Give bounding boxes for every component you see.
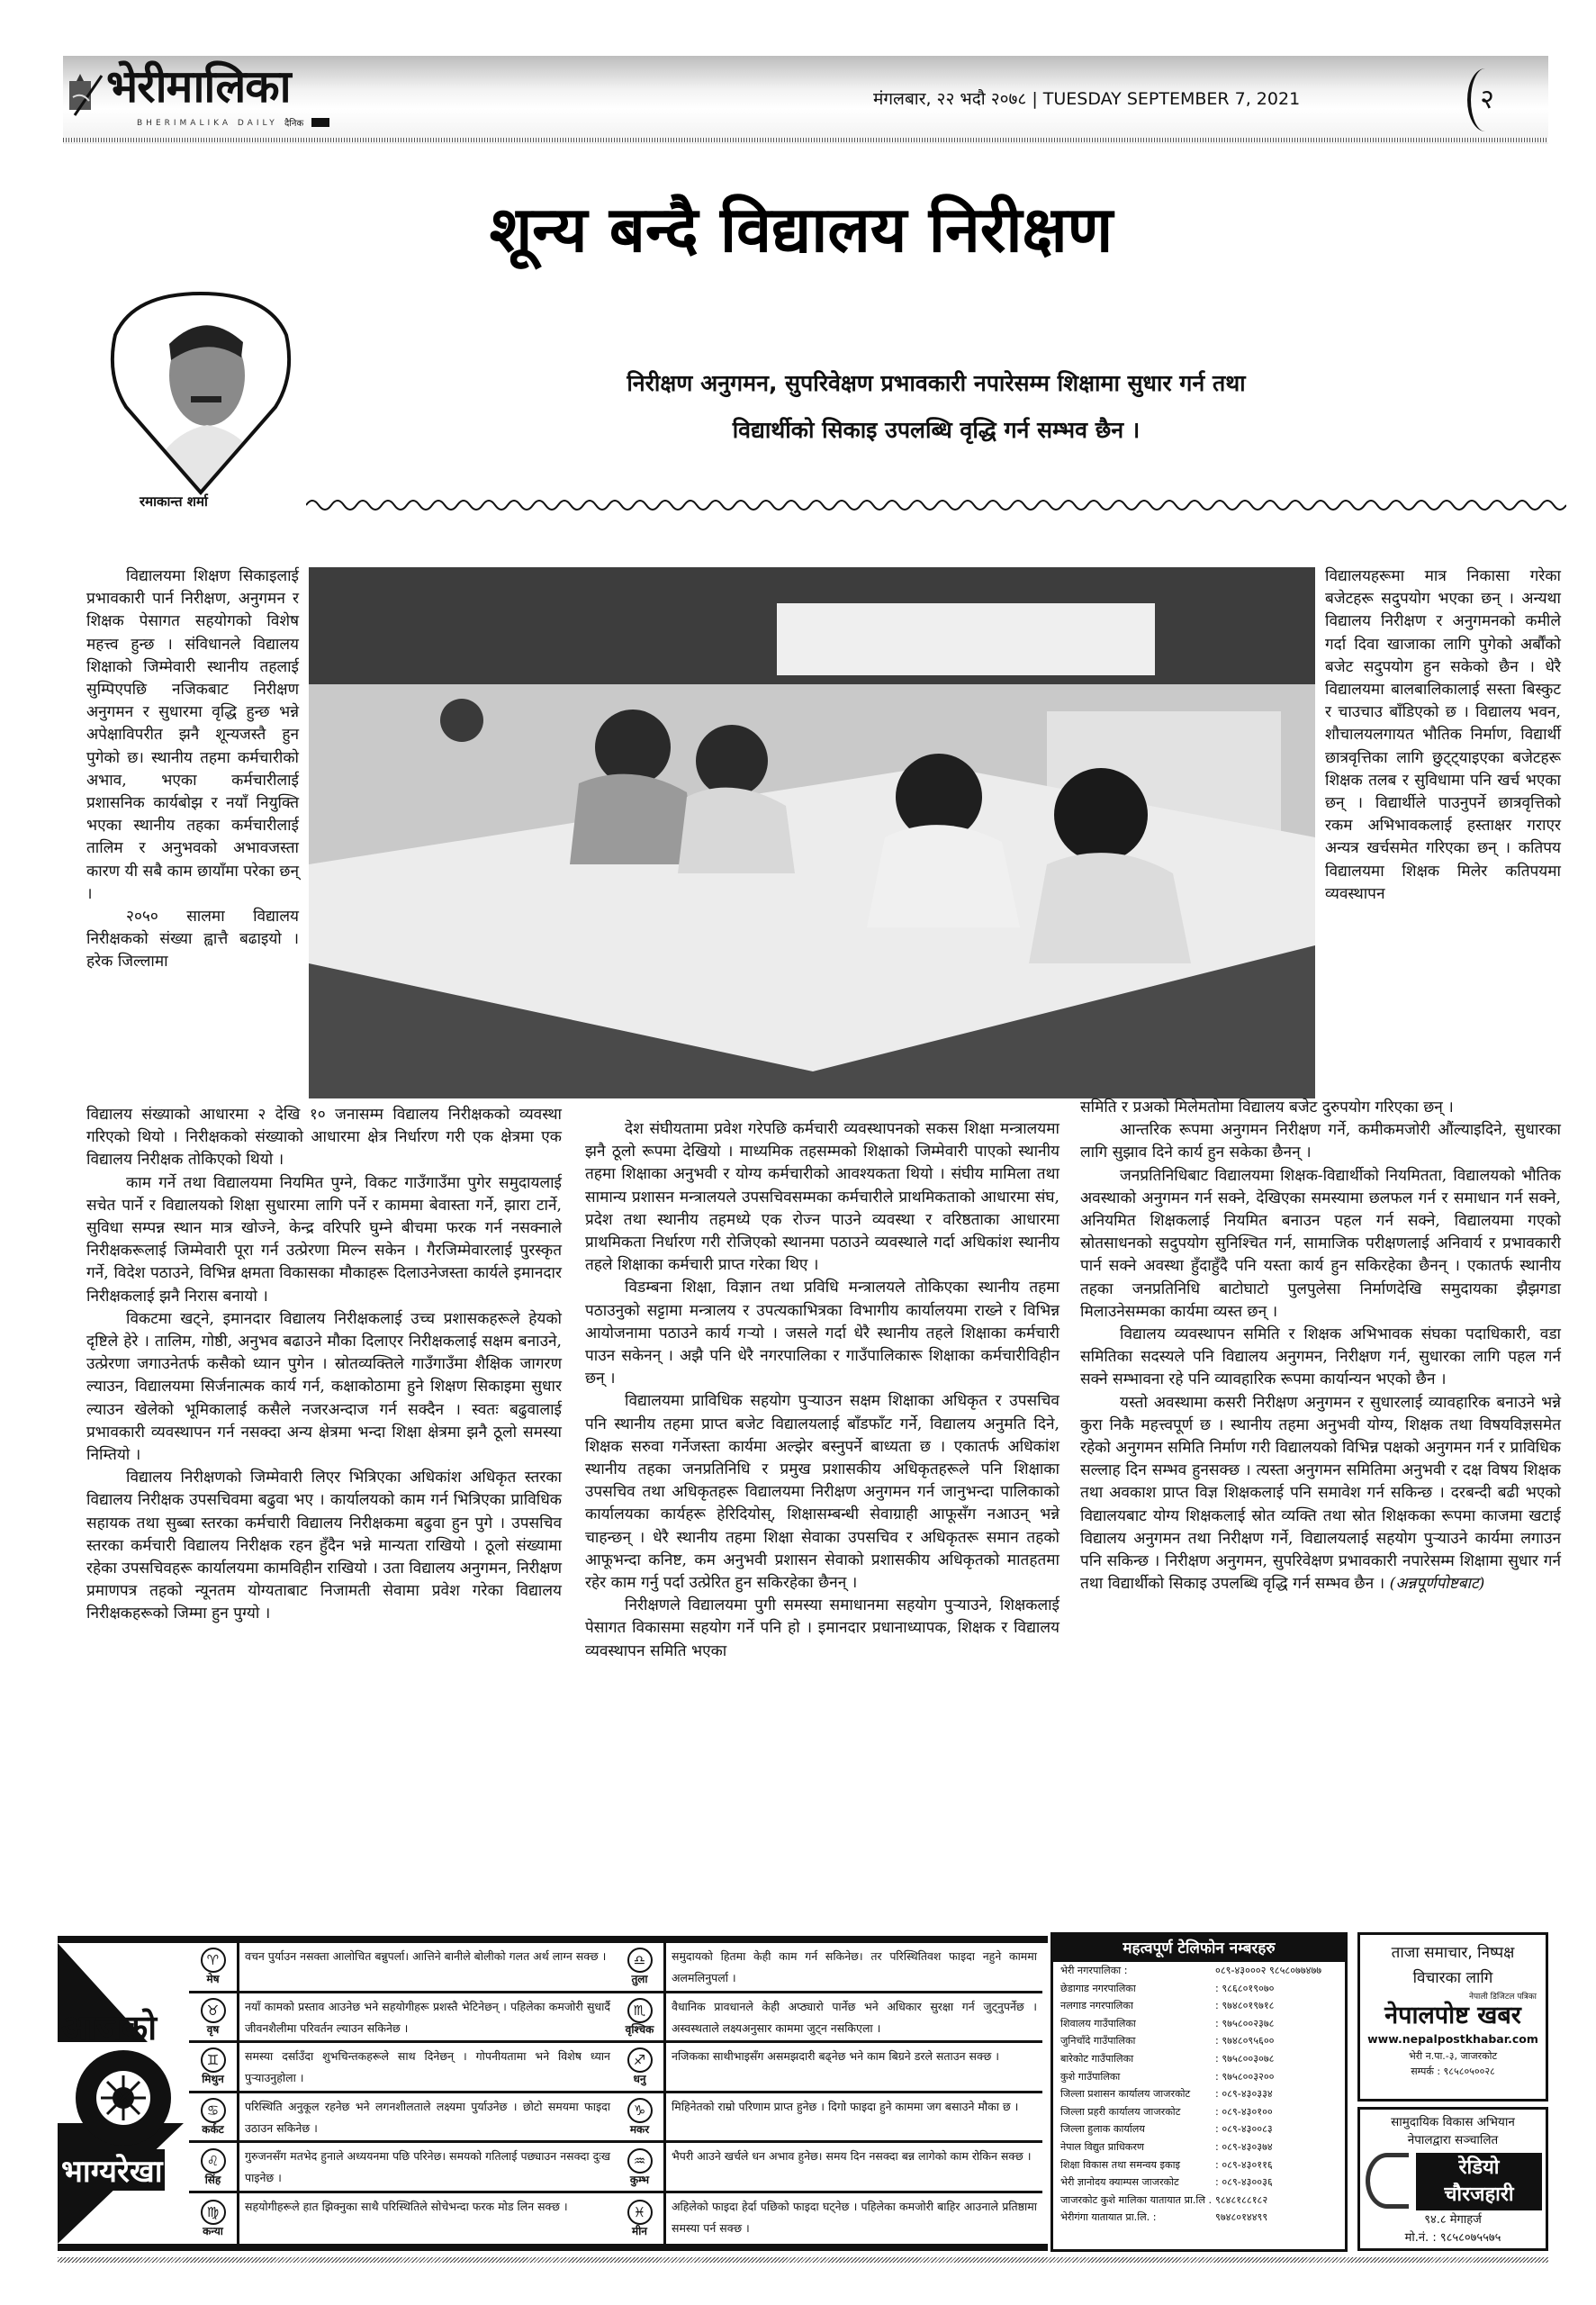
horoscope-row <box>616 2043 1042 2093</box>
ad-radio-line-1: सामुदायिक विकास अभियान <box>1391 2115 1515 2129</box>
sign-name: मीन <box>632 2224 647 2237</box>
radio-mobile: मो.नं. : ९८५८०७५५७५ <box>1404 2231 1501 2245</box>
phone-office: जाजरकोट कुशे मालिका यातायात प्रा.लि . <box>1060 2193 1213 2206</box>
horoscope-row <box>189 2093 616 2144</box>
sign-prediction: भैपरी आउने खर्चले धन अभाव हुनेछ। समय दिन नसक्दा बन्न लागेको काम रोकिन सक्छ । <box>672 2149 1032 2164</box>
wave-divider <box>306 496 1566 514</box>
paragraph-text: यस्तो अवस्थामा कसरी निरीक्षण अनुगमन र सुधारलाई व्यावहारिक बनाउने भन्ने कुरा निकै महत्त्वपूर्ण छ । स्थानीय तहमा अनुभवी योग्य, शिक्षक तथा विषयविज्ञसमेत रहेको अनुगमन समिति निर्माण गरी विद्यालयको विभिन्न पक्षको अनुगमन गर्न र प्राविधिक सल्लाह दिन सम्भव हुनसक्छ । त्यस्ता अनुगमन समितिमा अनुभवी र दक्ष विषय शिक्षक तथा अवकाश प्राप्त विज्ञ शिक्षकलाई पनि समावेश गर्न सकिन्छ । दरबन्दी बढी भएको विद्यालयबाट योग्य शिक्षकलाई स्रोत व्यक्ति तथा स्रोत शिक्षकका रूपमा काजमा खटाई विद्यालय अनुगमन तथा निरीक्षण गर्ने, विद्यालयलाई सहयोग पुर्‍याउने कार्यमा लगाउन पनि सकिन्छ । निरीक्षण अनुगमन, सुपरिवेक्षण प्रभावकारी नपारेसम्म शिक्षामा सुधार गर्न तथा विद्यार्थीको सिकाइ उपलब्धि वृद्धि गर्न सम्भव छैन । <box>1080 1393 1561 1594</box>
phone-number: : ०८९-४३०११६ <box>1215 2158 1273 2171</box>
sign-name: धनु <box>633 2073 646 2086</box>
sign-cell <box>616 1943 666 1991</box>
phone-row <box>1053 1962 1345 1980</box>
phone-office: नेपाल विद्युत प्राधिकरण <box>1060 2140 1144 2153</box>
horoscope-row <box>189 2043 616 2093</box>
radio-brand-1: रेडियो <box>1458 2156 1500 2179</box>
sign-name: कर्कट <box>202 2123 224 2137</box>
sign-cell <box>616 2093 666 2141</box>
sign-prediction: अहिलेको फाइदा हेर्दा पछिको फाइदा घट्नेछ । पहिलेका कमजोरी बाहिर आउनाले प्रतिष्ठामा समस्या पर्न सक्छ । <box>672 2199 1037 2235</box>
article-column-left-top <box>86 565 299 974</box>
horoscope-row <box>616 2193 1042 2244</box>
sign-cell <box>616 2193 666 2244</box>
phone-number: : ९७५८००२३७८ <box>1215 2017 1275 2029</box>
sign-prediction: परिस्थिति अनुकूल रहनेछ भने लगनशीलताले लक्ष्यमा पुर्याउनेछ । छोटो समयमा फाइदा उठाउन सकिनेछ । <box>245 2099 610 2135</box>
ad-contact: सम्पर्क : ९८५८०५००२८ <box>1411 2065 1495 2077</box>
phone-row <box>1053 2068 1345 2086</box>
article-column-middle <box>585 1118 1059 1663</box>
bottom-rule <box>58 2257 1548 2263</box>
horoscope-row <box>189 2193 616 2244</box>
phone-row <box>1053 2209 1345 2227</box>
scorpion-icon: ♏ <box>627 1998 653 2023</box>
paragraph: विद्यालय निरीक्षणको जिम्मेवारी लिएर भित्रिएका अधिकांश अधिकृत स्तरका विद्यालय निरीक्षक उपसचिवमा बढुवा भए । कार्यालयको काम गर्न भित्रिएका प्राविधिक सहायक तथा सुब्बा स्तरका कर्मचारी विद्यालय निरीक्षकमा बढुवा हुन पुगे । उपसचिव स्तरका कर्मचारी विद्यालय निरीक्षक रहन हुँदैन भन्ने मान्यता राखियो । ठूलो संख्यामा रहेका उपसचिवहरू कार्यालयमा कामविहीन राखियो । उता विद्यालय अनुगमन, निरीक्षण प्रमाणपत्र तहको न्यूनतम योग्यताबाट निजामती सेवामा प्रवेश गरेका विद्यालय निरीक्षकहरूको जिम्मा हुन पुग्यो । <box>86 1469 563 1623</box>
ad-sub: नेपाली डिजिटल पत्रिका <box>1468 1993 1537 2002</box>
phone-row <box>1053 2015 1345 2033</box>
paragraph: विडम्बना शिक्षा, विज्ञान तथा प्रविधि मन्त्रालयले तोकिएका स्थानीय तहमा पठाउनुको सट्टामा मन्त्रालय र उपत्यकाभित्रका विभागीय कार्यालयमा राख्ने र विभिन्न आयोजनामा पठाउने कार्य गर्‍यो । जसले गर्दा धेरै स्थानीय तहले शिक्षाका कर्मचारी पाउन सकेनन् । अझै पनि धेरै नगरपालिका र गाउँपालिकारू शिक्षाका कर्मचारीविहीन छन् । <box>585 1279 1059 1388</box>
ad-tagline-2: विचारका लागि <box>1412 1969 1493 1987</box>
dateline <box>873 86 1300 110</box>
phone-row <box>1053 2050 1345 2068</box>
water-bearer-icon: ♒ <box>627 2148 653 2174</box>
phone-number: ०८९-४३०००२ ९८५८०७७४७७ <box>1215 1965 1322 1976</box>
sign-cell <box>189 1993 239 2041</box>
sign-prediction: वचन पुर्याउन नसक्ता आलोचित बन्नुपर्ला। आत्तिने बानीले बोलीको गलत अर्थ लाग्न सक्छ । <box>245 1949 607 1963</box>
sign-prediction: वैधानिक प्रावधानले केही अप्ठ्यारो पार्नेछ भने अधिकार सुरक्षा गर्न जुट्नुपर्नेछ । अस्वस्थताले लक्ष्यअनुसार काममा जुट्न नसकिएला । <box>672 1999 1037 2035</box>
phone-row <box>1053 2192 1345 2210</box>
radio-frequency: ९४.८ मेगाहर्ज <box>1424 2213 1482 2227</box>
phone-office: जुनिचाँदे गाउँपालिका <box>1060 2035 1136 2047</box>
paragraph: विद्यालय संख्याको आधारमा २ देखि १० जनासम्म विद्यालय निरीक्षकको व्यवस्था गरिएको थियो । निरीक्षकको संख्याको आधारमा क्षेत्र निर्धारण गरी एक क्षेत्रमा एक विद्यालय निरीक्षक तोकिएको थियो । <box>86 1106 562 1170</box>
logo-bar <box>311 118 329 127</box>
phone-row <box>1053 2032 1345 2050</box>
horoscope-title: आजको <box>61 2008 158 2047</box>
ram-icon: ♈ <box>201 1948 226 1973</box>
phone-row <box>1053 2120 1345 2138</box>
zodiac-wheel-icon <box>74 2048 173 2147</box>
sign-name: वृश्चिक <box>625 2022 654 2036</box>
logo-pen-icon <box>68 70 104 117</box>
phone-row <box>1053 1997 1345 2015</box>
phone-number: : ९७५८००३०७८ <box>1215 2052 1275 2065</box>
goat-icon: ♑ <box>627 2098 653 2123</box>
sign-prediction: समुदायको हितमा केही काम गर्न सकिनेछ। तर परिस्थितिवश फाइदा नहुने काममा अलमलिनुपर्ला । <box>672 1949 1037 1984</box>
phone-office: भेरीगंगा यातायात प्रा.लि. : <box>1060 2211 1157 2224</box>
horoscope-row <box>616 1993 1042 2044</box>
phone-number: : ०८९-४३०३३४ <box>1215 2088 1273 2101</box>
ad-tagline-1: ताजा समाचार, निष्पक्ष <box>1391 1944 1515 1962</box>
phone-office: भेरी नगरपालिका : <box>1060 1965 1128 1976</box>
horoscope-row <box>189 1993 616 2044</box>
horoscope-row <box>616 2143 1042 2193</box>
date-english: | TUESDAY SEPTEMBER 7, 2021 <box>1032 89 1301 109</box>
paragraph <box>1080 1392 1561 1596</box>
phone-number: : ०८९-४३००३६ <box>1215 2176 1273 2189</box>
sign-name: मिथुन <box>202 2073 224 2086</box>
radio-brand-2: चौरजहारी <box>1444 2183 1514 2206</box>
paragraph: निरीक्षणले विद्यालयमा पुगी समस्या समाधानमा सहयोग पुर्‍याउने, शिक्षकलाई पेसागत विकासमा सहयोग गर्ने पनि हो । इमानदार प्रधानाध्यापक, शिक्षक र विद्यालय व्यवस्थापन समिति भएका <box>585 1596 1059 1660</box>
article-column-right-top <box>1325 565 1561 906</box>
author-name: रमाकान्त शर्मा <box>140 493 208 510</box>
deck-line-1: निरीक्षण अनुगमन, सुपरिवेक्षण प्रभावकारी नपारेसम्म शिक्षामा सुधार गर्न तथा <box>627 370 1246 396</box>
deck-line-2: विद्यार्थीको सिकाइ उपलब्धि वृद्धि गर्न सम्भव छैन । <box>732 417 1141 443</box>
sign-name: तुला <box>631 1973 648 1986</box>
horoscope-subtitle: भाग्यरेखा <box>59 2149 165 2191</box>
sign-prediction: नयाँ कामको प्रस्ताव आउनेछ भने सहयोगीहरू प्रशस्तै भेटिनेछन् । पहिलेका कमजोरी सुधार्दै जीवनशैलीमा परिवर्तन ल्याउन सकिनेछ । <box>245 1999 610 2035</box>
headline: शून्य बन्दै विद्यालय निरीक्षण <box>489 193 1114 267</box>
phone-list <box>1053 1962 1345 2227</box>
sign-name: मेष <box>206 1973 220 1986</box>
sign-cell <box>189 2193 239 2244</box>
horoscope-column-2 <box>616 1943 1042 2244</box>
sign-cell <box>616 2043 666 2091</box>
article-deck <box>432 360 1440 454</box>
sign-name: सिंह <box>204 2173 221 2186</box>
sign-name: वृष <box>206 2022 220 2036</box>
paragraph: जनप्रतिनिधिबाट विद्यालयमा शिक्षक-विद्यार्थीको नियमितता, विद्यालयको भौतिक अवस्थाको अनुगमन गर्न सक्ने, देखिएका समस्यामा छलफल गर्न र समाधान गर्न सक्ने, अनियमित शिक्षकलाई नियमित बनाउन पहल गर्न सक्ने, विद्यालयमा गएको स्रोतसाधनको सदुपयोग सुनिश्चित गर्न, सामाजिक परीक्षणलाई अनिवार्य र प्रभावकारी पार्न सक्ने अवस्था हुँदाहुँदै पनि यस्ता कार्य हुन सकिरहेका छैनन् । एकातर्फ स्थानीय तहका जनप्रतिनिधि बाटोघाटो पुलपुलेसा निर्माणदेखि समुदायका झैझगडा मिलाउनेसम्मका कार्यमा व्यस्त छन् । <box>1080 1166 1561 1321</box>
logo-wordmark: भेरीमालिका <box>106 60 291 113</box>
sign-cell <box>616 2143 666 2191</box>
phone-number: ९७४८०१४४९९ <box>1215 2211 1268 2224</box>
sign-name: कुम्भ <box>629 2173 650 2186</box>
sign-prediction: गुरुजनसँग मतभेद हुनाले अध्ययनमा पछि परिनेछ। समयको गतिलाई पछ्याउन नसक्दा दुःख पाइनेछ । <box>245 2149 610 2185</box>
phone-row <box>1053 2138 1345 2156</box>
phone-number: : ९७४८०१९७१८ <box>1215 2000 1275 2012</box>
sign-prediction: मिहिनेतको राम्रो परिणाम प्राप्त हुनेछ । दिगो फाइदा हुने काममा जग बसाउने मौका छ । <box>672 2099 1019 2113</box>
scales-icon: ♎ <box>627 1948 653 1973</box>
ad-url-link[interactable]: www.nepalpostkhabar.com <box>1367 2032 1538 2046</box>
horoscope-row <box>616 1943 1042 1993</box>
phone-number: : ९८६८०१९०७० <box>1215 1982 1275 1994</box>
horoscope-row <box>189 1943 616 1993</box>
phone-office: जिल्ला प्रशासन कार्यालय जाजरकोट <box>1060 2088 1191 2101</box>
paragraph: विद्यालय व्यवस्थापन समिति र शिक्षक अभिभावक संघका पदाधिकारी, वडा समितिका सदस्यले पनि विद्यालय अनुगमन, निरीक्षण गर्न, सुधारका लागि पहल गर्न सक्ने सम्भावना रहे पनि व्यावहारिक रूपमा कार्यान्यन भएको छैन । <box>1080 1325 1561 1389</box>
fish-icon: ♓ <box>627 2200 653 2225</box>
paragraph: विद्यालयहरूमा मात्र निकासा गरेका बजेटहरू सदुपयोग भएका छन् । अन्यथा विद्यालय निरीक्षण र अनुगमनको कमीले गर्दा दिवा खाजाका लागि पुगेको अर्बौंको बजेट सदुपयोग हुन सकेको छैन । धेरै विद्यालयमा बालबालिकालाई सस्ता बिस्कुट र चाउचाउ बाँडिएको छ । विद्यालय भवन, शौचालयलगायत भौतिक निर्माण, विद्यार्थी छात्रवृत्तिका लागि छुट्ट्याइएका बजेटहरू शिक्षक तलब र सुविधामा पनि खर्च भएका छन् । विद्यार्थीले पाउनुपर्ने छात्रवृत्तिको रकम अभिभावकलाई हस्ताक्षर गराएर अन्यत्र खर्चसमेत गरिएका छन् । कतिपय विद्यालयमा शिक्षक मिलेर कतिपयमा व्यवस्थापन <box>1325 567 1561 903</box>
paragraph: काम गर्ने तथा विद्यालयमा नियमित पुग्ने, विकट गाउँगाउँमा पुगेर समुदायलाई सचेत पार्ने र विद्यालयको शिक्षा सुधारमा लागि पर्ने र काममा बेवास्ता गर्ने, झारा टार्ने, सुविधा सम्पन्न स्थान मात्र खोज्ने, केन्द्र वरिपरि घुम्ने बीचमा फरक गर्न नसक्नाले निरीक्षकरूलाई जिम्मेवारी पूरा गर्न उत्प्रेरणा मिल्न सकेन । गैरजिम्मेवारलाई पुरस्कृत गर्ने, विदेश पठाउने, विभिन्न क्षमता विकासका मौकाहरू दिलाउनेजस्ता कार्यले इमानदार निरीक्षकलाई झनै निरास बनायो । <box>86 1173 562 1306</box>
horoscope-column-1 <box>189 1943 616 2244</box>
article-column-right <box>1080 1097 1561 1595</box>
logo-subtitle: BHERIMALIKA DAILY <box>137 119 278 128</box>
crab-icon: ♋ <box>201 2098 226 2123</box>
horoscope-row <box>189 2143 616 2193</box>
phone-office: जिल्ला हुलाक कार्यालय <box>1060 2123 1145 2136</box>
paragraph: समिति र प्रअको मिलेमतोमा विद्यालय बजेट दुरुपयोग गरिएका छन् । <box>1080 1098 1454 1116</box>
phone-number: : ०८९-४३०१०० <box>1215 2105 1273 2118</box>
source-note: (अन्नपूर्णपोष्टबाट) <box>1389 1575 1485 1594</box>
sign-cell <box>189 1943 239 1991</box>
phone-row <box>1053 2085 1345 2103</box>
sign-name: कन्या <box>203 2224 223 2237</box>
phone-number: ९८४८१८८१८२ <box>1215 2193 1268 2206</box>
paragraph: विद्यालयमा प्राविधिक सहयोग पुर्‍याउन सक्षम शिक्षाका अधिकृत र उपसचिव पनि स्थानीय तहमा प्राप्त बजेट विद्यालयलाई बाँडफाँट गर्ने, विद्यालय अनुमति दिने, शिक्षक सरुवा गर्नेजस्ता कार्यमा अल्झेर बस्नुपर्ने बाध्यता छ । एकातर्फ अधिकांश स्थानीय तहका जनप्रतिनिधि र प्रमुख प्रशासकीय अधिकृतहरूले पनि शिक्षाका उपसचिव तथा अधिकृतहरू विद्यालयमा निरीक्षण अनुगमन गर्न जानुभन्दा पालिकाको कार्यालयका कार्यहरू हेरिदियोस्, शिक्षासम्बन्धी सेवाग्राही आफूसँग नआउन् भन्ने चाहन्छन् । धेरै स्थानीय तहमा शिक्षा सेवाका उपसचिव र अधिकृतरू समान तहको आफूभन्दा कनिष्ट, कम अनुभवी प्रशासन सेवाको प्रशासकीय अधिकृतको मातहतमा रहेर काम गर्नु पर्दा उत्प्रेरित हुन सकिरहेका छैनन् । <box>585 1392 1059 1593</box>
phone-number: : ०८९-४३०३७४ <box>1215 2140 1273 2153</box>
phone-office: भेरी ज्ञानोदय क्याम्पस जाजरकोट <box>1060 2176 1179 2189</box>
masthead-rule <box>63 138 1548 142</box>
paragraph: विकटमा खट्ने, इमानदार विद्यालय निरीक्षकलाई उच्च प्रशासकहरूले हेयको दृष्टिले हेरे । तालिम, गोष्ठी, अनुभव बढाउने मौका दिलाएर निरीक्षकलाई सक्षम बनाउने, उत्प्रेरणा जगाउनेतर्फ कसैको ध्यान पुगेन । स्रोतव्यक्तिले गाउँगाउँमा शैक्षिक जागरण ल्याउन, विद्यालयमा सिर्जनात्मक कार्य गर्न, कक्षाकोठामा हुने शिक्षण सिकाइमा सुधार ल्याउन खेलेको भूमिकालाई कसैले नजरअन्दाज गर्न सक्दैन । स्वतः बढुवालाई प्रभावकारी व्यवस्थापन गर्न नसक्दा अन्य क्षेत्रमा भन्दा शिक्षा क्षेत्रमा झनै ठूलो समस्या निम्तियो । <box>86 1309 562 1465</box>
phone-office: शिक्षा विकास तथा समन्वय इकाइ <box>1060 2158 1181 2171</box>
phone-number: : ९७५८००३२०० <box>1215 2070 1275 2083</box>
ad-radio-line-2: नेपालद्वारा सञ्चालित <box>1407 2133 1499 2147</box>
sign-cell <box>616 1993 666 2041</box>
sign-prediction: सहयोगीहरूले हात झिक्नुका साथै परिस्थितिले सोचेभन्दा फरक मोड लिन सक्छ । <box>245 2199 568 2213</box>
lion-icon: ♌ <box>201 2148 226 2174</box>
phone-office: बारेकोट गाउँपालिका <box>1060 2052 1134 2065</box>
sign-cell <box>189 2093 239 2141</box>
radio-logo-icon <box>1366 2153 1409 2209</box>
phone-office: शिवालय गाउँपालिका <box>1060 2017 1136 2029</box>
author-portrait <box>106 290 295 497</box>
sign-prediction: नजिकका साथीभाइसँग असमझदारी बढ्नेछ भने काम बिग्रने डरले सताउन सक्छ । <box>672 2049 1000 2064</box>
article-column-left <box>86 1104 562 1626</box>
phone-office: छेडागाड नगरपालिका <box>1060 1982 1136 1994</box>
phone-office: कुशे गाउँपालिका <box>1060 2070 1121 2083</box>
ad-address: भेरी न.पा.-३, जाजरकोट <box>1409 2050 1497 2062</box>
paragraph: २०५० सालमा विद्यालय निरीक्षकको संख्या ह्वात्तै बढाइयो । हरेक जिल्लामा <box>86 908 299 972</box>
phone-number: : ०८९-४३००८३ <box>1215 2123 1273 2136</box>
twins-icon: ♊ <box>201 2047 226 2073</box>
radio-brand <box>1416 2153 1542 2210</box>
sign-cell <box>189 2143 239 2191</box>
ad-brand: नेपालपोष्ट खबर <box>1384 2002 1521 2029</box>
phone-row <box>1053 2156 1345 2174</box>
sign-prediction: समस्या दर्साउँदा शुभचिन्तकहरूले साथ दिनेछन् । गोपनीयतामा भने विशेष ध्यान पुऱ्याउनुहोला । <box>245 2049 610 2085</box>
phone-row <box>1053 2103 1345 2121</box>
virgin-icon: ♍ <box>201 2200 226 2225</box>
phone-office: जिल्ला प्रहरी कार्यालय जाजरकोट <box>1060 2105 1181 2118</box>
sign-name: मकर <box>629 2123 650 2137</box>
date-nepali: मंगलबार, २२ भदौ २०७८ <box>873 89 1027 109</box>
phone-office: नलगाड नगरपालिका <box>1060 2000 1133 2012</box>
ad-nepalpost <box>1357 1932 1548 2102</box>
paragraph: आन्तरिक रूपमा अनुगमन निरीक्षण गर्ने, कमीकमजोरी औंल्याइदिने, सुधारका लागि सुझाव दिने कार्य हुन सकेका छैनन् । <box>1080 1121 1561 1162</box>
paragraph: विद्यालयमा शिक्षण सिकाइलाई प्रभावकारी पार्न निरीक्षण, अनुगमन र शिक्षक पेसागत सहयोगको विशेष महत्त्व हुन्छ । संविधानले विद्यालय शिक्षाको जिम्मेवारी स्थानीय तहलाई सुम्पिएपछि नजिकबाट निरीक्षण अनुगमन र सुधारमा वृद्धि हुन्छ भन्ने अपेक्षाविपरीत झनै शून्यजस्तै हुन पुगेको छ। स्थानीय तहमा कर्मचारीको अभाव, भएका कर्मचारीलाई प्रशासनिक कार्यबोझ र नयाँ नियुक्ति भएका स्थानीय तहका कर्मचारीलाई तालिम र अनुभवको अभावजस्ता कारण यी सबै काम छायाँमा परेका छन् । <box>86 567 299 903</box>
classroom-photo <box>309 567 1315 1098</box>
phone-directory-title: महत्वपूर्ण टेलिफोन नम्बरहरु <box>1053 1935 1345 1962</box>
archer-icon: ♐ <box>627 2047 653 2073</box>
sign-cell <box>189 2043 239 2091</box>
phone-number: : ९७४८०९५६०० <box>1215 2035 1275 2047</box>
paragraph: देश संघीयतामा प्रवेश गरेपछि कर्मचारी व्यवस्थापनको सकस शिक्षा मन्त्रालयमा झनै ठूलो रूपमा देखियो । माध्यमिक तहसम्मको शिक्षाको जिम्मेवारी पाएको स्थानीय तहमा शिक्षाका अनुभवी र योग्य कर्मचारीको आवश्यकता थियो । संघीय मामिला तथा सामान्य प्रशासन मन्त्रालयले उपसचिवसम्मका कर्मचारीले प्राथमिकताको आधारमा संघ, प्रदेश तथा स्थानीय तहमध्ये एक रोज्न पाउने व्यवस्था र वरिष्ठताका आधारमा प्राथमिकता निर्धारण गरी रोजिएको स्थानमा पठाउने व्यवस्थाले गर्दा अधिकांश स्थानीय तहले शिक्षाका कर्मचारी प्राप्त गरेका थिए । <box>585 1120 1059 1275</box>
phone-row <box>1053 2174 1345 2192</box>
ad-radio <box>1357 2107 1548 2251</box>
phone-directory <box>1050 1932 1348 2252</box>
bull-icon: ♉ <box>201 1998 226 2023</box>
horoscope-row <box>616 2093 1042 2144</box>
page-number: २ <box>1467 68 1503 131</box>
phone-row <box>1053 1980 1345 1998</box>
logo-subtitle-nepali: दैनिक <box>284 119 304 129</box>
